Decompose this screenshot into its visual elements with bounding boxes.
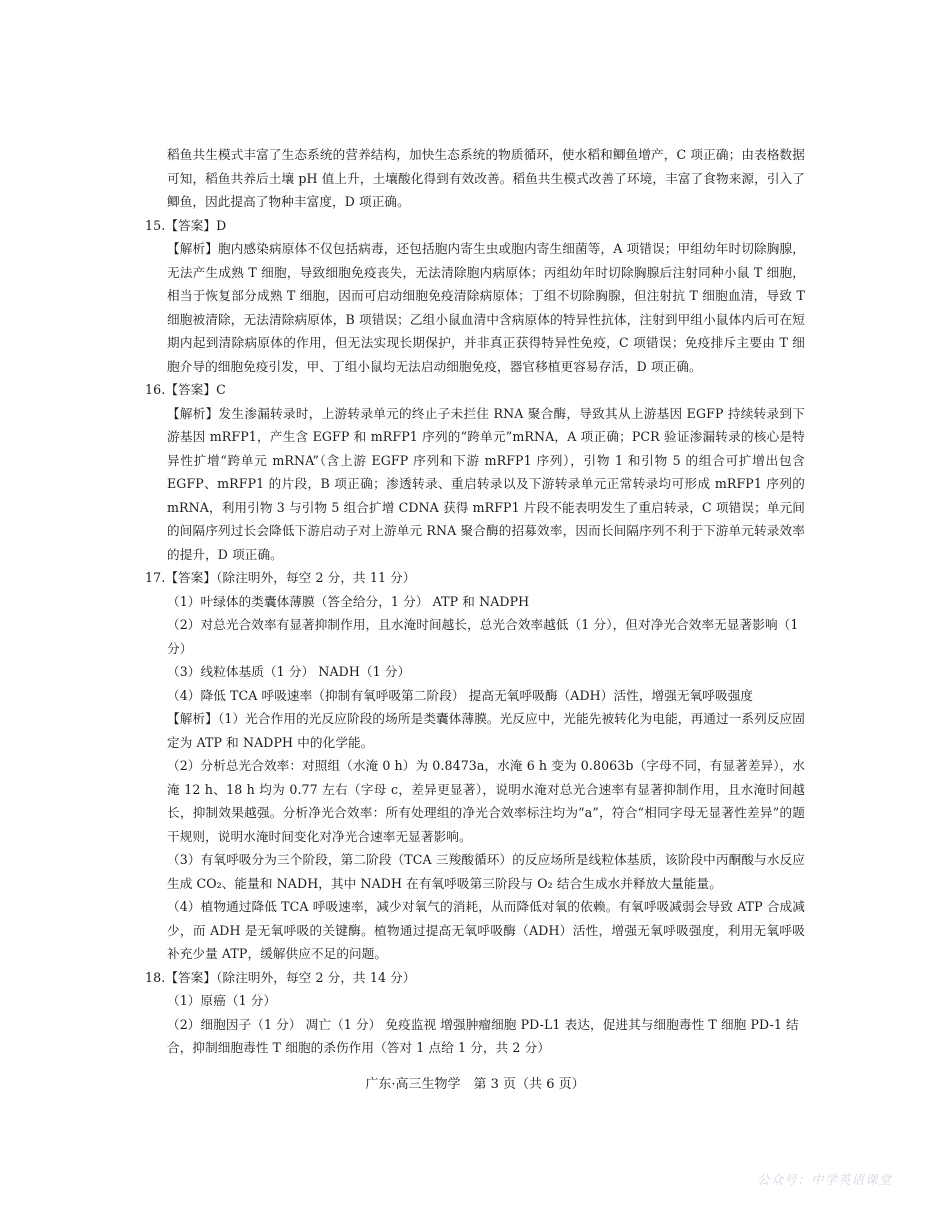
question-18-heading: 18.【答案】（除注明外，每空 2 分，共 14 分） — [145, 969, 416, 985]
answer-content — [145, 143, 805, 1060]
question-16-analysis: 【解析】发生渗漏转录时，上游转录单元的终止子未拦住 RNA 聚合酶，导致其从上游基因 EGFP 持续转录到下游基因 mRFP1，产生含 EGFP 和 mRFP1 序列的“跨单元”mRNA，A 项正确；PCR 验证渗漏转录的核心是特异性扩增“跨单元 mRNA”（含上游 EGFP 序列和下游 mRFP1 序列），引物 1 和引物 5 的组合可扩增出包含 EGFP、mRFP1 的片段，B 项正确；渗透转录、重启转录以及下游转录单元正常转录均可形成 mRFP1 序列的 mRNA，利用引物 3 与引物 5 组合扩增 CDNA 获得 mRFP1 片段不能表明发生了重启转录，C 项错误；单元间的间隔序列过长会降低下游启动子对上游单元 RNA 聚合酶的招募效率，因而长间隔序列不利于下游单元转录效率的提升，D 项正确。 — [167, 405, 805, 562]
question-15-analysis: 【解析】胞内感染病原体不仅包括病毒，还包括胞内寄生虫或胞内寄生细菌等，A 项错误；甲组幼年时切除胸腺，无法产生成熟 T 细胞，导致细胞免疫丧失，无法清除胞内病原体；丙组幼年时切除胸腺后注射同种小鼠 T 细胞，相当于恢复部分成熟 T 细胞，因而可启动细胞免疫清除病原体；丁组不切除胸腺，但注射抗 T 细胞血清，导致 T 细胞被清除，无法清除病原体，B 项错误；乙组小鼠血清中含病原体的特异性抗体，注射到甲组小鼠体内后可在短期内起到清除病原体的作用，但无法实现长期保护，并非真正获得特异性免疫，C 项错误；免疫排斥主要由 T 细胞介导的细胞免疫引发，甲、丁组小鼠均无法启动细胞免疫，器官移植更容易存活，D 项正确。 — [167, 241, 805, 374]
question-17-answer-3: （3）线粒体基质（1 分） NADH（1 分） — [167, 664, 411, 679]
question-17-analysis-1: 【解析】（1）光合作用的光反应阶段的场所是类囊体薄膜。光反应中，光能先被转化为电能，再通过一系列反应固定为 ATP 和 NADPH 中的化学能。 — [167, 711, 805, 750]
question-17-answer-2: （2）对总光合效率有显著抑制作用，且水淹时间越长，总光合效率越低（1 分），但对净光合效率无显著影响（1 分） — [167, 617, 799, 656]
page-footer: 广东·高三生物学 第 3 页（共 6 页） — [365, 1077, 585, 1092]
question-17-analysis-2: （2）分析总光合效率：对照组（水淹 0 h）为 0.8473a，水淹 6 h 变为 0.8063b（字母不同，有显著差异），水淹 12 h、18 h 均为 0.77 左右（字母 c，差异更显著），说明水淹对总光合速率有显著抑制作用，且水淹时间越长，抑制效果越强。分析净光合效率：所有处理组的净光合效率标注均为“a”，符合“相同字母无显著性差异”的题干规则，说明水淹时间变化对净光合速率无显著影响。 — [167, 758, 805, 844]
question-17-answer-4: （4）降低 TCA 呼吸速率（抑制有氧呼吸第二阶段） 提高无氧呼吸酶（ADH）活性，增强无氧呼吸强度 — [167, 687, 754, 703]
question-15-heading: 15.【答案】D — [145, 217, 227, 233]
question-17-answer-1: （1）叶绿体的类囊体薄膜（答全给分，1 分） ATP 和 NADPH — [167, 593, 530, 609]
watermark: 公众号：中学英语课堂 — [756, 1172, 892, 1187]
question-18-answer-2: （2）细胞因子（1 分） 凋亡（1 分） 免疫监视 增强肿瘤细胞 PD-L1 表达，促进其与细胞毒性 T 细胞 PD-1 结合，抑制细胞毒性 T 细胞的杀伤作用（答对 1 点给 1 分，共 2 分） — [167, 1016, 799, 1055]
question-17-heading: 17.【答案】（除注明外，每空 2 分，共 11 分） — [145, 570, 416, 585]
question-17-analysis-4: （4）植物通过降低 TCA 呼吸速率，减少对氧气的消耗，从而降低对氧的依赖。有氧呼吸减弱会导致 ATP 合成减少，而 ADH 是无氧呼吸的关键酶。植物通过提高无氧呼吸酶（ADH）活性，增强无氧呼吸强度，利用无氧呼吸补充少量 ATP，缓解供应不足的问题。 — [167, 899, 805, 961]
paragraph: 稻鱼共生模式丰富了生态系统的营养结构，加快生态系统的物质循环，使水稻和鲫鱼增产，C 项正确；由表格数据可知，稻鱼共养后土壤 pH 值上升，土壤酸化得到有效改善。稻鱼共生模式改善了环境，丰富了食物来源，引入了鲫鱼，因此提高了物种丰富度，D 项正确。 — [167, 147, 805, 209]
question-18-answer-1: （1）原癌（1 分） — [167, 993, 277, 1008]
question-16-heading: 16.【答案】C — [145, 382, 226, 397]
question-17-analysis-3: （3）有氧呼吸分为三个阶段，第二阶段（TCA 三羧酸循环）的反应场所是线粒体基质，该阶段中丙酮酸与水反应生成 CO₂、能量和 NADH，其中 NADH 在有氧呼吸第三阶段与 O₂ 结合生成水并释放大量能量。 — [167, 852, 805, 891]
